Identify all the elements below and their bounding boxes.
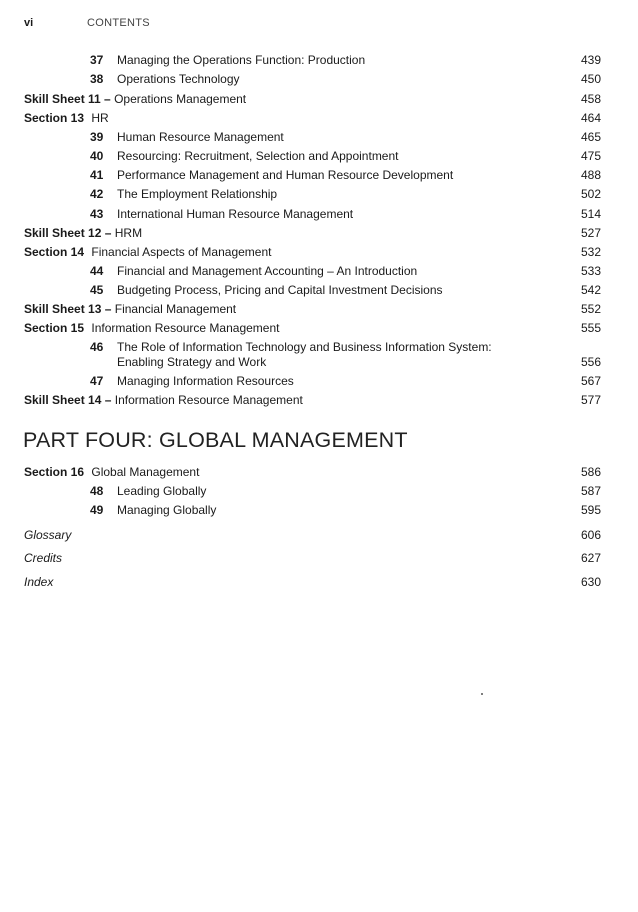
section-title: Global Management — [91, 465, 200, 479]
toc-skill-sheet-13[interactable] — [24, 301, 601, 317]
toc-chapter-43[interactable] — [24, 206, 601, 222]
section-label: Section 14 — [24, 245, 85, 259]
section-label: Section 15 — [24, 321, 85, 335]
toc-chapter-40[interactable] — [24, 148, 601, 164]
section-title: HR — [91, 111, 109, 125]
chapter-number: 38 — [90, 72, 104, 86]
chapter-number: 40 — [90, 149, 104, 163]
toc-chapter-49[interactable] — [24, 502, 601, 518]
page-ref: 475 — [580, 149, 601, 163]
skill-sheet-label: Skill Sheet 14 – — [24, 393, 112, 407]
chapter-title: Managing the Operations Function: Production — [117, 53, 366, 67]
section-label: Section 16 — [24, 465, 85, 479]
toc-chapter-47[interactable] — [24, 373, 601, 389]
backmatter-title: Credits — [24, 551, 63, 565]
skill-sheet-title: Operations Management — [114, 92, 247, 106]
toc-credits[interactable] — [24, 550, 601, 566]
page-ref: 464 — [580, 111, 601, 125]
chapter-title-line-2: Enabling Strategy and Work — [117, 355, 267, 369]
page-ref: 577 — [580, 393, 601, 407]
page-ref: 514 — [580, 207, 601, 221]
toc-chapter-46-cont[interactable] — [24, 354, 601, 370]
page-ref: 542 — [580, 283, 601, 297]
chapter-number: 49 — [90, 503, 104, 517]
chapter-number: 39 — [90, 130, 104, 144]
chapter-number: 44 — [90, 264, 104, 278]
chapter-number: 45 — [90, 283, 104, 297]
page-ref: 627 — [580, 551, 601, 565]
chapter-title: Operations Technology — [117, 72, 240, 86]
page-ref: 567 — [580, 374, 601, 388]
skill-sheet-title: Financial Management — [114, 302, 237, 316]
chapter-title: Managing Information Resources — [117, 374, 294, 388]
toc-chapter-37[interactable] — [24, 52, 601, 68]
chapter-title: Leading Globally — [117, 484, 207, 498]
backmatter-title: Index — [24, 575, 54, 589]
stray-mark — [481, 693, 483, 695]
chapter-title: Financial and Management Accounting – An Introduction — [117, 264, 418, 278]
toc-section-16[interactable] — [24, 464, 601, 480]
page-ref: 532 — [580, 245, 601, 259]
skill-sheet-title: HRM — [114, 226, 143, 240]
page-ref: 502 — [580, 187, 601, 201]
chapter-title: Resourcing: Recruitment, Selection and Appointment — [117, 149, 399, 163]
page-ref: 450 — [580, 72, 601, 86]
page-ref: 595 — [580, 503, 601, 517]
toc-section-15[interactable] — [24, 320, 601, 336]
section-label: Section 13 — [24, 111, 85, 125]
chapter-title: Managing Globally — [117, 503, 217, 517]
chapter-number: 48 — [90, 484, 104, 498]
page-ref: 630 — [580, 575, 601, 589]
toc-chapter-46[interactable] — [24, 339, 601, 355]
toc-section-14[interactable] — [24, 244, 601, 260]
page-ref: 586 — [580, 465, 601, 479]
chapter-number: 46 — [90, 340, 104, 354]
page-ref: 552 — [580, 302, 601, 316]
toc-chapter-38[interactable] — [24, 71, 601, 87]
chapter-number: 37 — [90, 53, 104, 67]
toc-index[interactable] — [24, 574, 601, 590]
page-ref: 556 — [580, 355, 601, 369]
chapter-title: Human Resource Management — [117, 130, 284, 144]
chapter-title: The Employment Relationship — [117, 187, 278, 201]
chapter-title: Performance Management and Human Resource Development — [117, 168, 454, 182]
skill-sheet-label: Skill Sheet 12 – — [24, 226, 112, 240]
page-ref: 458 — [580, 92, 601, 106]
page-ref: 606 — [580, 528, 601, 542]
chapter-title: Budgeting Process, Pricing and Capital Investment Decisions — [117, 283, 443, 297]
page-ref: 555 — [580, 321, 601, 335]
toc-chapter-42[interactable] — [24, 186, 601, 202]
part-heading: PART FOUR: GLOBAL MANAGEMENT — [23, 428, 408, 452]
page-ref: 527 — [580, 226, 601, 240]
page-header — [24, 17, 150, 29]
skill-sheet-label: Skill Sheet 13 – — [24, 302, 112, 316]
page-ref: 465 — [580, 130, 601, 144]
skill-sheet-label: Skill Sheet 11 – — [24, 92, 111, 106]
toc-chapter-48[interactable] — [24, 483, 601, 499]
chapter-number: 43 — [90, 207, 104, 221]
toc-skill-sheet-11[interactable] — [24, 91, 601, 107]
section-title: Financial Aspects of Management — [91, 245, 272, 259]
chapter-number: 42 — [90, 187, 104, 201]
toc-chapter-44[interactable] — [24, 263, 601, 279]
page-ref: 488 — [580, 168, 601, 182]
chapter-title: International Human Resource Management — [117, 207, 354, 221]
backmatter-title: Glossary — [24, 528, 72, 542]
page-ref: 439 — [580, 53, 601, 67]
chapter-number: 47 — [90, 374, 104, 388]
section-title: Information Resource Management — [91, 321, 280, 335]
chapter-number: 41 — [90, 168, 104, 182]
page-ref: 533 — [580, 264, 601, 278]
page-number: vi — [24, 17, 34, 29]
toc-chapter-39[interactable] — [24, 129, 601, 145]
toc-skill-sheet-12[interactable] — [24, 225, 601, 241]
toc-section-13[interactable] — [24, 110, 601, 126]
toc-glossary[interactable] — [24, 527, 601, 543]
chapter-title-line-1: The Role of Information Technology and Business Information System: — [117, 340, 492, 354]
running-head: CONTENTS — [87, 17, 150, 29]
toc-skill-sheet-14[interactable] — [24, 392, 601, 408]
skill-sheet-title: Information Resource Management — [114, 393, 303, 407]
toc-chapter-41[interactable] — [24, 167, 601, 183]
toc-chapter-45[interactable] — [24, 282, 601, 298]
page-ref: 587 — [580, 484, 601, 498]
